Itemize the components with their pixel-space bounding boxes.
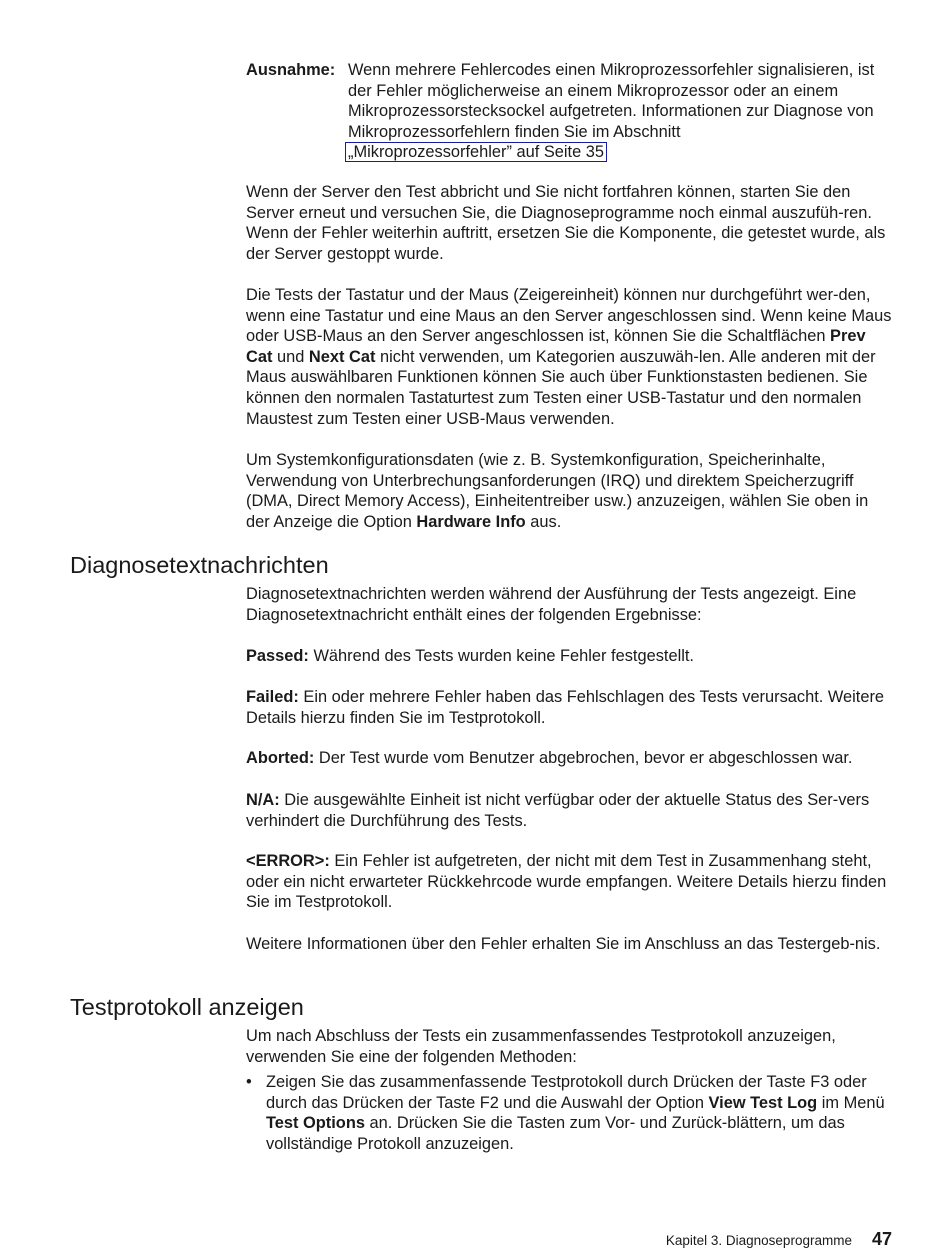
prev-cat-term: Prev Cat — [246, 327, 866, 366]
note-label: Ausnahme: — [246, 61, 336, 79]
page-number: 47 — [871, 1229, 892, 1249]
result-desc: Während des Tests wurden keine Fehler festgestellt. — [313, 647, 694, 665]
result-desc: Ein Fehler ist aufgetreten, der nicht mit dem Test in Zusammenhang steht, oder ein nicht erwarteter Rückkehrcode wurde empfangen. Weitere Details hierzu finden Sie im Testprotokoll. — [246, 852, 887, 912]
section1-intro: Diagnosetextnachrichten werden während der Ausführung der Tests angezeigt. Eine Diagnosetextnachricht enthält eines der folgenden Ergebnisse: — [246, 585, 857, 624]
note-text: Wenn mehrere Fehlercodes einen Mikroprozessorfehler signalisieren, ist der Fehler möglicherweise an einem Mikroprozessor oder an einem Mikroprozessorstecksockel aufgetreten. Informationen zur Diagnose von Mikroprozessorfehlern finden Sie im Abschnitt — [348, 61, 875, 141]
result-desc: Die ausgewählte Einheit ist nicht verfügbar oder der aktuelle Status des Ser-vers verhindert die Durchführung des Tests. — [246, 791, 870, 830]
paragraph-system-config — [246, 450, 896, 532]
page-footer — [666, 1229, 892, 1253]
paragraph-text: Die Tests der Tastatur und der Maus (Zeigereinheit) können nur durchgeführt wer-den, wenn eine Tastatur und eine Maus an den Server angeschlossen sind. Wenn keine Maus oder USB-Maus an den Server angeschlossen ist, können Sie die Schaltflächen Prev Cat und Next Cat nicht verwenden, um Kategorien auszuwäh-len. Alle anderen mit der Maus auswählbaren Funktionen können Sie auch über Funktionstasten bedienen. Sie können den normalen Tastaturtest zum Testen einer USB-Tastatur und den normalen Maustest zum Testen einer USB-Maus verwenden. — [246, 286, 892, 428]
result-term: Aborted: — [246, 749, 315, 767]
section1-closing: Weitere Informationen über den Fehler erhalten Sie im Anschluss an das Testergeb-nis. — [246, 935, 881, 953]
result-term: <ERROR>: — [246, 852, 330, 870]
paragraph-text: Wenn der Server den Test abbricht und Sie nicht fortfahren können, starten Sie den Server erneut und versuchen Sie, die Diagnoseprogramme noch einmal auszufüh-ren. Wenn der Fehler weiterhin auftritt, ersetzen Sie die Komponente, die getestet wurde, als der Server gestoppt wurde. — [246, 183, 886, 263]
paragraph-text: Um Systemkonfigurationsdaten (wie z. B. Systemkonfiguration, Speicherinhalte, Verwendung von Unterbrechungsanforderungen (IRQ) und direktem Speicherzugriff (DMA, Direct Memory Access), Einheitentreiber usw.) anzuzeigen, wählen Sie oben in der Anzeige die Option Hardware Info aus. — [246, 451, 869, 531]
result-passed — [246, 646, 896, 667]
cross-reference-link[interactable]: „Mikroprozessorfehler” auf Seite 35 — [345, 142, 607, 162]
bullet-marker: • — [246, 1073, 252, 1091]
method-list — [246, 1072, 896, 1154]
section2-intro: Um nach Abschluss der Tests ein zusammenfassendes Testprotokoll anzuzeigen, verwenden Sie eine der folgenden Methoden: — [246, 1027, 836, 1066]
next-cat-term: Next Cat — [308, 347, 376, 366]
result-failed — [246, 687, 896, 728]
paragraph-keyboard-mouse — [246, 285, 896, 429]
result-desc: Ein oder mehrere Fehler haben das Fehlschlagen des Tests verursacht. Weitere Details hierzu finden Sie im Testprotokoll. — [246, 688, 885, 727]
chapter-title: Kapitel 3. Diagnoseprogramme — [665, 1233, 852, 1248]
result-aborted — [246, 748, 896, 769]
result-term: N/A: — [246, 791, 280, 809]
result-na — [246, 790, 896, 831]
result-error — [246, 851, 896, 913]
list-item: • Zeigen Sie das zusammenfassende Testprotokoll durch Drücken der Taste F3 oder durch das Drücken der Taste F2 und die Auswahl der Option View Test Log im Menü Test Options an. Drücken Sie die Tasten zum Vor- und Zurück-blättern, um das vollständige Protokoll anzuzeigen. — [246, 1073, 885, 1153]
result-term: Passed: — [246, 647, 309, 665]
section-heading-diagnosetextnachrichten: Diagnosetextnachrichten — [70, 552, 329, 578]
section-heading-testprotokoll: Testprotokoll anzeigen — [70, 994, 304, 1020]
result-term: Failed: — [246, 688, 299, 706]
view-test-log-term: View Test Log — [708, 1093, 818, 1112]
note-body — [348, 60, 896, 163]
test-options-term: Test Options — [266, 1114, 365, 1133]
result-desc: Der Test wurde vom Benutzer abgebrochen, bevor er abgeschlossen war. — [318, 749, 853, 767]
hardware-info-term: Hardware Info — [416, 512, 526, 531]
paragraph-server-abort — [246, 182, 896, 264]
